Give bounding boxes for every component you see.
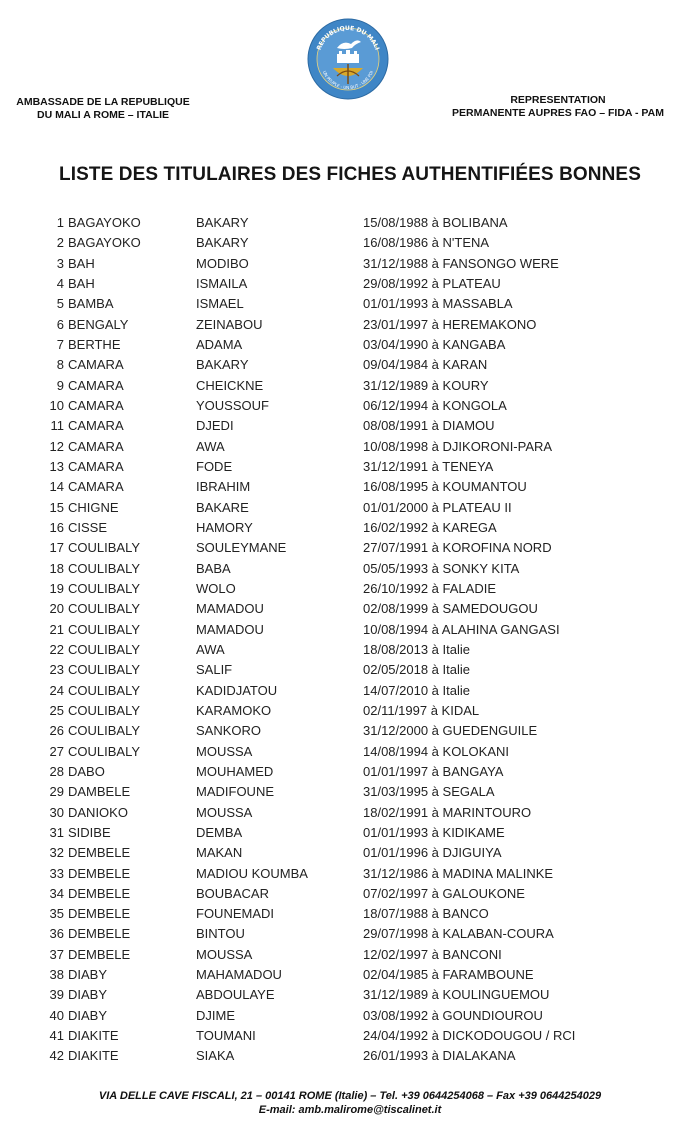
list-item	[0, 477, 700, 497]
row-last-name: DIABY	[68, 967, 108, 983]
row-number: 15	[49, 499, 64, 515]
row-number: 34	[49, 885, 64, 901]
row-first-name: BAKARY	[196, 215, 249, 230]
row-last-name: CAMARA	[68, 418, 124, 434]
list-item	[0, 742, 700, 762]
row-first-name: MAMADOU	[196, 621, 264, 637]
row-number: 3	[56, 255, 64, 271]
row-birth-info: 23/01/1997 à HEREMAKONO	[363, 316, 537, 332]
list-item	[0, 884, 700, 904]
list-item	[0, 437, 700, 457]
row-last-name: COULIBALY	[68, 621, 141, 637]
row-birth-info: 02/11/1997 à KIDAL	[363, 702, 480, 718]
row-birth-info: 01/01/1997 à BANGAYA	[363, 763, 504, 779]
row-first-name: DJEDI	[196, 418, 234, 434]
header-embassy	[8, 96, 198, 122]
row-number: 35	[49, 906, 64, 922]
row-first-name: BAKARE	[196, 499, 249, 515]
row-number: 26	[49, 723, 64, 739]
row-birth-info: 31/12/1989 à KOURY	[363, 377, 489, 393]
row-first-name: KADIDJATOU	[196, 682, 278, 698]
row-first-name: AWA	[196, 641, 225, 657]
list-item	[0, 233, 700, 253]
list-item	[0, 457, 700, 477]
list-item	[0, 782, 700, 802]
list-item	[0, 518, 700, 538]
list-item	[0, 823, 700, 843]
row-last-name: COULIBALY	[68, 662, 141, 678]
row-birth-info: 02/08/1999 à SAMEDOUGOU	[363, 601, 538, 617]
row-last-name: DIAKITE	[68, 1028, 119, 1044]
list-item	[0, 660, 700, 680]
header-representation-line2: PERMANENTE AUPRES FAO – FIDA - PAM	[452, 107, 664, 119]
row-number: 11	[50, 418, 64, 434]
row-last-name: DEMBELE	[68, 946, 131, 962]
row-birth-info: 01/01/1993 à MASSABLA	[363, 296, 513, 312]
row-number: 27	[49, 743, 64, 759]
list-item	[0, 315, 700, 335]
row-number: 12	[49, 438, 64, 454]
row-first-name: SANKORO	[196, 723, 262, 739]
list-item	[0, 924, 700, 944]
row-number: 22	[49, 641, 64, 657]
list-item	[0, 762, 700, 782]
row-first-name: MAHAMADOU	[196, 967, 282, 983]
row-birth-info: 16/02/1992 à KAREGA	[363, 519, 497, 535]
row-first-name: BAKARY	[196, 357, 249, 373]
list-item	[0, 864, 700, 884]
list-item	[0, 965, 700, 985]
list-item	[0, 640, 700, 660]
row-number: 24	[49, 682, 64, 698]
row-birth-info: 09/04/1984 à KARAN	[363, 357, 488, 373]
row-last-name: BENGALY	[68, 316, 129, 332]
row-birth-info: 31/12/1989 à KOULINGUEMOU	[363, 987, 550, 1003]
row-last-name: BAGAYOKO	[68, 215, 141, 230]
row-birth-info: 16/08/1986 à N'TENA	[363, 235, 490, 251]
row-birth-info: 29/07/1998 à KALABAN-COURA	[363, 926, 554, 942]
row-last-name: DABO	[68, 763, 105, 779]
row-birth-info: 12/02/1997 à BANCONI	[363, 946, 502, 962]
row-number: 4	[56, 275, 64, 291]
row-number: 31	[49, 824, 64, 840]
row-last-name: CAMARA	[68, 397, 124, 413]
row-last-name: DIABY	[68, 987, 108, 1003]
row-birth-info: 08/08/1991 à DIAMOU	[363, 418, 495, 434]
row-birth-info: 14/08/1994 à KOLOKANI	[363, 743, 509, 759]
row-number: 39	[49, 987, 64, 1003]
row-last-name: SIDIBE	[68, 824, 111, 840]
row-first-name: MOUSSA	[196, 946, 253, 962]
row-number: 18	[49, 560, 64, 576]
list-item	[0, 294, 700, 314]
row-birth-info: 18/02/1991 à MARINTOURO	[363, 804, 532, 820]
list-item	[0, 579, 700, 599]
row-first-name: ABDOULAYE	[196, 987, 275, 1003]
row-last-name: CHIGNE	[68, 499, 119, 515]
row-birth-info: 05/05/1993 à SONKY KITA	[363, 560, 520, 576]
row-number: 14	[49, 479, 64, 495]
row-first-name: SALIF	[196, 662, 233, 678]
footer-address: VIA DELLE CAVE FISCALI, 21 – 00141 ROME (Italie) – Tel. +39 0644254068 – Fax +39 0644254029	[98, 1090, 602, 1102]
list-item	[0, 1026, 700, 1046]
list-item	[0, 721, 700, 741]
row-last-name: COULIBALY	[68, 540, 141, 556]
row-number: 25	[49, 702, 64, 718]
row-last-name: CAMARA	[68, 458, 124, 474]
row-first-name: ADAMA	[196, 336, 243, 352]
list-item	[0, 1006, 700, 1026]
row-number: 9	[56, 377, 64, 393]
row-birth-info: 18/08/2013 à Italie	[363, 641, 470, 657]
row-number: 17	[49, 540, 64, 556]
row-birth-info: 27/07/1991 à KOROFINA NORD	[363, 540, 552, 556]
row-birth-info: 02/04/1985 à FARAMBOUNE	[363, 967, 534, 983]
seal-graphic-icon	[307, 18, 389, 100]
row-first-name: MADIOU KOUMBA	[196, 865, 308, 881]
row-first-name: BINTOU	[196, 926, 245, 942]
list-item	[0, 213, 700, 233]
row-birth-info: 03/08/1992 à GOUNDIOUROU	[363, 1007, 543, 1023]
row-first-name: TOUMANI	[196, 1028, 256, 1044]
row-number: 5	[56, 296, 64, 312]
row-number: 23	[49, 662, 64, 678]
row-last-name: DAMBELE	[68, 784, 131, 800]
row-birth-info: 02/05/2018 à Italie	[363, 662, 470, 678]
row-birth-info: 31/12/1986 à MADINA MALINKE	[363, 865, 554, 881]
row-number: 6	[56, 316, 64, 332]
row-first-name: CHEICKNE	[196, 377, 264, 393]
row-first-name: SIAKA	[196, 1048, 235, 1064]
header-embassy-line2: DU MALI A ROME – ITALIE	[36, 109, 170, 121]
row-birth-info: 16/08/1995 à KOUMANTOU	[363, 479, 527, 495]
row-birth-info: 18/07/1988 à BANCO	[363, 906, 489, 922]
row-last-name: BAMBA	[68, 296, 114, 312]
row-last-name: DEMBELE	[68, 885, 131, 901]
row-first-name: MOUHAMED	[196, 763, 274, 779]
list-item	[0, 498, 700, 518]
list-item	[0, 559, 700, 579]
header-representation-line1: REPRESENTATION	[510, 94, 606, 106]
row-first-name: DJIME	[196, 1007, 235, 1023]
list-item	[0, 985, 700, 1005]
row-first-name: YOUSSOUF	[196, 397, 269, 413]
row-last-name: DEMBELE	[68, 865, 131, 881]
row-last-name: COULIBALY	[68, 723, 141, 739]
row-last-name: DIAKITE	[68, 1048, 119, 1064]
list-item	[0, 274, 700, 294]
row-number: 10	[49, 397, 64, 413]
row-last-name: CAMARA	[68, 377, 124, 393]
row-number: 8	[56, 357, 64, 373]
row-first-name: BOUBACAR	[196, 885, 269, 901]
list-item	[0, 843, 700, 863]
row-first-name: BAKARY	[196, 235, 249, 251]
row-last-name: CISSE	[68, 519, 108, 535]
row-first-name: ISMAILA	[196, 275, 248, 291]
row-birth-info: 29/08/1992 à PLATEAU	[363, 275, 501, 291]
row-number: 38	[49, 967, 64, 983]
row-birth-info: 26/01/1993 à DIALAKANA	[363, 1048, 516, 1064]
header-embassy-line1: AMBASSADE DE LA REPUBLIQUE	[16, 96, 190, 108]
row-first-name: SOULEYMANE	[196, 540, 287, 556]
row-last-name: DIABY	[68, 1007, 108, 1023]
row-birth-info: 01/01/1993 à KIDIKAME	[363, 824, 505, 840]
row-number: 1	[56, 215, 64, 230]
row-first-name: IBRAHIM	[196, 479, 251, 495]
row-last-name: DEMBELE	[68, 906, 131, 922]
row-first-name: MAMADOU	[196, 601, 264, 617]
row-last-name: CAMARA	[68, 438, 124, 454]
row-birth-info: 07/02/1997 à GALOUKONE	[363, 885, 525, 901]
row-birth-info: 14/07/2010 à Italie	[363, 682, 470, 698]
row-birth-info: 31/12/2000 à GUEDENGUILE	[363, 723, 538, 739]
row-number: 33	[49, 865, 64, 881]
row-last-name: COULIBALY	[68, 743, 141, 759]
row-last-name: DEMBELE	[68, 845, 131, 861]
row-last-name: BAH	[68, 275, 95, 291]
row-first-name: BABA	[196, 560, 231, 576]
row-number: 41	[49, 1028, 64, 1044]
row-last-name: BERTHE	[68, 336, 121, 352]
row-first-name: MOUSSA	[196, 743, 253, 759]
row-first-name: MADIFOUNE	[196, 784, 274, 800]
row-number: 37	[49, 946, 64, 962]
row-number: 30	[49, 804, 64, 820]
list-item	[0, 904, 700, 924]
row-number: 42	[49, 1048, 64, 1064]
list-item	[0, 376, 700, 396]
list-item	[0, 945, 700, 965]
row-number: 29	[49, 784, 64, 800]
row-birth-info: 01/01/1996 à DJIGUIYA	[363, 845, 502, 861]
list-item	[0, 681, 700, 701]
row-first-name: DEMBA	[196, 824, 243, 840]
row-number: 20	[49, 601, 64, 617]
list-item	[0, 620, 700, 640]
row-first-name: HAMORY	[196, 519, 253, 535]
seal-motto: UN PEUPLE - UN BUT - UNE FOI	[321, 69, 375, 91]
row-first-name: KARAMOKO	[196, 702, 272, 718]
row-birth-info: 15/08/1988 à BOLIBANA	[363, 215, 508, 230]
row-number: 16	[49, 519, 64, 535]
header-representation	[428, 94, 688, 120]
list-item	[0, 396, 700, 416]
row-birth-info: 03/04/1990 à KANGABA	[363, 336, 506, 352]
row-last-name: COULIBALY	[68, 601, 141, 617]
row-birth-info: 26/10/1992 à FALADIE	[363, 580, 496, 596]
row-last-name: DANIOKO	[68, 804, 128, 820]
list-item	[0, 335, 700, 355]
row-last-name: DEMBELE	[68, 926, 131, 942]
document-title: LISTE DES TITULAIRES DES FICHES AUTHENTIFIÉES BONNES	[59, 164, 641, 185]
row-number: 19	[49, 580, 64, 596]
list-item	[0, 599, 700, 619]
list-item	[0, 1046, 700, 1066]
list-item	[0, 416, 700, 436]
row-birth-info: 10/08/1998 à DJIKORONI-PARA	[363, 438, 553, 454]
row-last-name: BAGAYOKO	[68, 235, 141, 251]
row-birth-info: 31/12/1988 à FANSONGO WERE	[363, 255, 559, 271]
row-first-name: ZEINABOU	[196, 316, 263, 332]
row-first-name: WOLO	[196, 580, 236, 596]
row-first-name: FOUNEMADI	[196, 906, 274, 922]
row-last-name: BAH	[68, 255, 95, 271]
row-birth-info: 10/08/1994 à ALAHINA GANGASI	[363, 621, 560, 637]
row-birth-info: 24/04/1992 à DICKODOUGOU / RCI	[363, 1028, 576, 1044]
list-item	[0, 254, 700, 274]
row-first-name: MOUSSA	[196, 804, 253, 820]
row-last-name: COULIBALY	[68, 641, 141, 657]
row-number: 36	[49, 926, 64, 942]
row-last-name: CAMARA	[68, 479, 124, 495]
row-first-name: MAKAN	[196, 845, 243, 861]
list-item	[0, 355, 700, 375]
row-number: 32	[49, 845, 64, 861]
row-last-name: COULIBALY	[68, 580, 141, 596]
row-first-name: MODIBO	[196, 255, 249, 271]
holders-list	[0, 213, 700, 1067]
row-first-name: FODE	[196, 458, 233, 474]
row-birth-info: 31/12/1991 à TENEYA	[363, 458, 494, 474]
row-last-name: COULIBALY	[68, 560, 141, 576]
row-birth-info: 31/03/1995 à SEGALA	[363, 784, 495, 800]
row-number: 28	[49, 763, 64, 779]
row-first-name: AWA	[196, 438, 225, 454]
mali-coat-of-arms-seal	[307, 18, 389, 100]
row-last-name: COULIBALY	[68, 702, 141, 718]
row-birth-info: 01/01/2000 à PLATEAU II	[363, 499, 512, 515]
seal-top-text: REPUBLIQUE DU MALI	[315, 24, 381, 52]
row-number: 21	[49, 621, 64, 637]
list-item	[0, 803, 700, 823]
footer-contact	[0, 1089, 700, 1117]
row-number: 7	[56, 336, 64, 352]
row-first-name: ISMAEL	[196, 296, 244, 312]
list-item	[0, 701, 700, 721]
row-last-name: COULIBALY	[68, 682, 141, 698]
row-birth-info: 06/12/1994 à KONGOLA	[363, 397, 507, 413]
list-item	[0, 538, 700, 558]
row-number: 13	[49, 458, 64, 474]
row-number: 2	[56, 235, 64, 251]
footer-email: E-mail: amb.malirome@tiscalinet.it	[258, 1104, 442, 1116]
row-number: 40	[49, 1007, 64, 1023]
row-last-name: CAMARA	[68, 357, 124, 373]
